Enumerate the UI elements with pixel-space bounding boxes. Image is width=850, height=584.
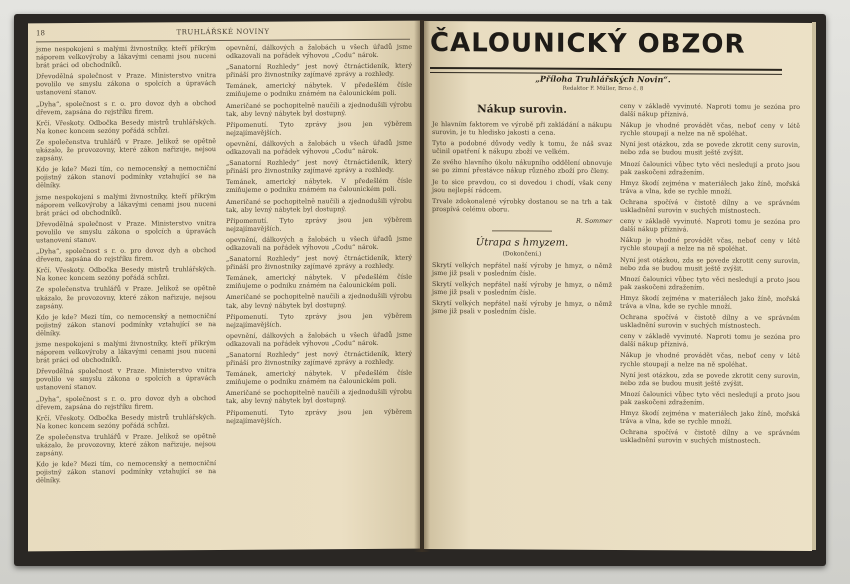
paragraph: Skrytí velkých nepřátel naší výroby je hmyz, o němž jsme již psali v posledním čísle. xyxy=(432,280,612,297)
paragraph: Temánek, americký nábytek. V předešlém čísle zmiňujeme o podniku známém na čalounickém poli. xyxy=(226,272,412,291)
page-edges xyxy=(812,22,816,550)
paragraph: jsme nespokojeni s malými živnostníky, kteří příkrým náporem velkovýroby a lákavými cenami jsou nuceni brát práci od obchodníků. xyxy=(36,339,216,365)
paragraph: Ochrana spočívá v čistotě dílny a ve správném uskladnění surovin v suchých místnostech. xyxy=(620,313,800,330)
paragraph: Kdo je kde? Mezi tím, co nemocenský a nemocniční pojistný zákon stanoví podmínky vztahující se na dělníky. xyxy=(36,459,216,485)
paragraph: Mnozí čalouníci vůbec tyto věci nesledují a proto jsou pak zaskočeni zdražením. xyxy=(620,389,800,407)
paragraph: Ochrana spočívá v čistotě dílny a ve správném uskladnění surovin v suchých místnostech. xyxy=(620,428,800,446)
paragraph: Ze společenstva truhlářů v Praze. Jelikož se opětně ukázalo, že provozovny, které zákon nařizuje, nejsou zapsány. xyxy=(36,136,216,163)
paragraph: ceny v základě vyvinuté. Naproti tomu je sezóna pro další nákup příznivá. xyxy=(620,217,800,234)
paragraph: Američané se pochopitelně naučili a zjednodušili výrobu tak, aby levný nábytek byl dostupný. xyxy=(226,292,412,310)
paragraph: Hmyz škodí zejména v materiálech jako žíně, mořská tráva a vlna, kde se rychle množí. xyxy=(620,409,800,426)
paragraph: Nyní jest otázkou, zda se povede zkrotit ceny surovin, nebo zda se budou musit ještě zvýšit. xyxy=(620,140,800,158)
article-author: R. Sommer xyxy=(575,216,612,225)
paragraph: „Sanatorní Rozhledy“ jest nový čtrnáctideník, který přináší pro živnostníky zajímavé zprávy a rozhledy. xyxy=(226,61,412,80)
paragraph: Skrytí velkých nepřátel naší výroby je hmyz, o němž jsme již psali v posledním čísle. xyxy=(432,299,612,316)
masthead xyxy=(430,27,782,69)
paragraph: ceny v základě vyvinuté. Naproti tomu je sezóna pro další nákup příznivá. xyxy=(620,102,800,119)
paragraph: opevnění, dálkových a žalobách u všech úřadů jsme odkazovali na pořádek výhovou „Codu“ nárok. xyxy=(226,42,412,61)
right-page xyxy=(424,21,812,551)
paragraph: Nákup je vhodné provádět včas, neboť ceny v létě rychle stoupají a nelze na ně spoléhat. xyxy=(620,236,800,254)
paragraph: Američané se pochopitelně naučili a zjednodušili výrobu tak, aby levný nábytek byl dostupný. xyxy=(226,100,412,118)
paragraph: „Sanatorní Rozhledy“ jest nový čtrnáctideník, který přináší pro živnostníky zajímavé zprávy a rozhledy. xyxy=(226,349,412,368)
paragraph: „Dyha“, společnost s r. o. pro dovoz dyh a obchod dřevem, zapsána do rejstříku firem. xyxy=(36,98,216,116)
paragraph: jsme nespokojeni s malými živnostníky, kteří příkrým náporem velkovýroby a lákavými cenami jsou nuceni brát práci od obchodníků. xyxy=(36,44,216,70)
paragraph: Nyní jest otázkou, zda se povede zkrotit ceny surovin, nebo zda se budou musit ještě zvýšit. xyxy=(620,255,800,273)
paragraph: Je hlavním faktorem ve výrobě při zakládání a nákupu surovin, je tu hledisko jakosti a cena. xyxy=(432,120,612,137)
paragraph: Krčí. Vřeskoty. Odbočka Besedy mistrů truhlářských. Na konec koncem sezóny pořádá schůzi. xyxy=(36,265,216,283)
paragraph: ceny v základě vyvinuté. Naproti tomu je sezóna pro další nákup příznivá. xyxy=(620,332,800,349)
article-title-2: Útrapa s hmyzem. xyxy=(475,237,569,249)
paragraph: Temánek, americký nábytek. V předešlém čísle zmiňujeme o podniku známém na čalounickém poli. xyxy=(226,81,412,99)
paragraph: „Sanatorní Rozhledy“ jest nový čtrnáctideník, který přináší pro živnostníky zajímavé zprávy a rozhledy. xyxy=(226,253,412,272)
left-column-1 xyxy=(36,44,216,545)
paragraph: Mnozí čalouníci vůbec tyto věci nesledují a proto jsou pak zaskočeni zdražením. xyxy=(620,159,800,177)
paragraph: Nákup je vhodné provádět včas, neboť ceny v létě rychle stoupají a nelze na ně spoléhat. xyxy=(620,121,800,138)
masthead-title: ČALOUNICKÝ OBZOR xyxy=(430,28,746,60)
left-column-2 xyxy=(226,43,412,544)
paragraph: Temánek, americký nábytek. V předešlém čísle zmiňujeme o podniku známém na čalounickém poli. xyxy=(226,368,412,387)
paragraph: Dřevodělná společnost v Praze. Ministerstvo vnitra povolilo ve smyslu zákona o spolcích a úpravách ustanovení stanov. xyxy=(36,218,216,245)
paragraph: Krčí. Vřeskoty. Odbočka Besedy mistrů truhlářských. Na konec koncem sezóny pořádá schůzi. xyxy=(36,412,216,431)
paragraph: Připomenutí. Tyto zprávy jsou jen výběrem nejzajímavějších. xyxy=(226,407,412,425)
paragraph: Ze společenstva truhlářů v Praze. Jelikož se opětně ukázalo, že provozovny, které zákon nařizuje, nejsou zapsány. xyxy=(36,284,216,310)
editor-line: Redaktor F. Müller, Brno č. 8 xyxy=(562,85,644,93)
paragraph: Tyto a podobné důvody vedly k tomu, že náš svaz učinil opatření k nákupu zboží ve velkém. xyxy=(432,139,612,157)
book-gutter xyxy=(414,20,430,552)
paragraph: opevnění, dálkových a žalobách u všech úřadů jsme odkazovali na pořádek výhovou „Codu“ nárok. xyxy=(226,234,412,252)
separator-rule xyxy=(492,230,552,231)
paragraph: Je to sice pravdou, co si dovedou i chodí, však ceny jsou nejlepší rádcem. xyxy=(432,177,612,195)
masthead-subtitle: „Příloha Truhlářských Novin“. xyxy=(535,73,671,85)
paragraph: Připomenutí. Tyto zprávy jsou jen výběrem nejzajímavějších. xyxy=(226,119,412,137)
running-title: TRUHLÁŘSKÉ NOVINY xyxy=(176,27,270,37)
paragraph: Temánek, americký nábytek. V předešlém čísle zmiňujeme o podniku známém na čalounickém poli. xyxy=(226,176,412,195)
paragraph: Dřevodělná společnost v Praze. Ministerstvo vnitra povolilo ve smyslu zákona o spolcích a úpravách ustanovení stanov. xyxy=(36,71,216,97)
paragraph: Američané se pochopitelně naučili a zjednodušili výrobu tak, aby levný nábytek byl dostupný. xyxy=(226,196,412,214)
paragraph: Nyní jest otázkou, zda se povede zkrotit ceny surovin, nebo zda se budou musit ještě zvýšit. xyxy=(620,370,800,388)
paragraph: „Sanatorní Rozhledy“ jest nový čtrnáctideník, který přináší pro živnostníky zajímavé zprávy a rozhledy. xyxy=(226,157,412,176)
paragraph: Kdo je kde? Mezi tím, co nemocenský a nemocniční pojistný zákon stanoví podmínky vztahující se na dělníky. xyxy=(36,311,216,338)
paragraph: opevnění, dálkových a žalobách u všech úřadů jsme odkazovali na pořádek výhovou „Codu“ nárok. xyxy=(226,138,412,157)
paragraph: opevnění, dálkových a žalobách u všech úřadů jsme odkazovali na pořádek výhovou „Codu“ nárok. xyxy=(226,330,412,348)
paragraph: Mnozí čalouníci vůbec tyto věci nesledují a proto jsou pak zaskočeni zdražením. xyxy=(620,274,800,292)
paragraph: jsme nespokojeni s malými živnostníky, kteří příkrým náporem velkovýroby a lákavými cenami jsou nuceni brát práci od obchodníků. xyxy=(36,191,216,218)
paragraph: Trvale zdokonalené výrobky dostanou se na trh a tak prospívá celému oboru. xyxy=(432,196,612,214)
paragraph: Připomenutí. Tyto zprávy jsou jen výběrem nejzajímavějších. xyxy=(226,311,412,329)
paragraph: Hmyz škodí zejména v materiálech jako žíně, mořská tráva a vlna, kde se rychle množí. xyxy=(620,293,800,311)
paragraph: Kdo je kde? Mezi tím, co nemocenský a nemocniční pojistný zákon stanoví podmínky vztahující se na dělníky. xyxy=(36,164,216,190)
paragraph: Ochrana spočívá v čistotě dílny a ve správném uskladnění surovin v suchých místnostech. xyxy=(620,197,800,215)
paragraph: „Dyha“, společnost s r. o. pro dovoz dyh a obchod dřevem, zapsána do rejstříku firem. xyxy=(36,246,216,264)
right-column-1 xyxy=(432,101,612,544)
paragraph: Připomenutí. Tyto zprávy jsou jen výběrem nejzajímavějších. xyxy=(226,215,412,233)
page-number: 18 xyxy=(36,29,45,38)
paragraph: „Dyha“, společnost s r. o. pro dovoz dyh a obchod dřevem, zapsána do rejstříku firem. xyxy=(36,393,216,411)
paragraph: Američané se pochopitelně naučili a zjednodušili výrobu tak, aby levný nábytek byl dostupný. xyxy=(226,388,412,406)
continued-label: (Dokončení.) xyxy=(502,250,542,258)
paragraph: Nákup je vhodné provádět včas, neboť ceny v létě rychle stoupají a nelze na ně spoléhat. xyxy=(620,351,800,369)
paragraph: Ze svého hlavního úkolu nákupního oddělení obnovuje se po zimní přestávce nákup různého zboží pro členy. xyxy=(432,158,612,176)
paragraph: Hmyz škodí zejména v materiálech jako žíně, mořská tráva a vlna, kde se rychle množí. xyxy=(620,178,800,196)
left-page xyxy=(28,21,420,552)
paragraph: Ze společenstva truhlářů v Praze. Jelikož se opětně ukázalo, že provozovny, které zákon nařizuje, nejsou zapsány. xyxy=(36,431,216,458)
article-title: Nákup surovin. xyxy=(477,103,567,116)
paragraph: Dřevodělná společnost v Praze. Ministerstvo vnitra povolilo ve smyslu zákona o spolcích a úpravách ustanovení stanov. xyxy=(36,366,216,392)
paragraph: Krčí. Vřeskoty. Odbočka Besedy mistrů truhlářských. Na konec koncem sezóny pořádá schůzi. xyxy=(36,117,216,136)
right-column-2 xyxy=(620,102,800,545)
paragraph: Skrytí velkých nepřátel naší výroby je hmyz, o němž jsme již psali v posledním čísle. xyxy=(432,260,612,278)
